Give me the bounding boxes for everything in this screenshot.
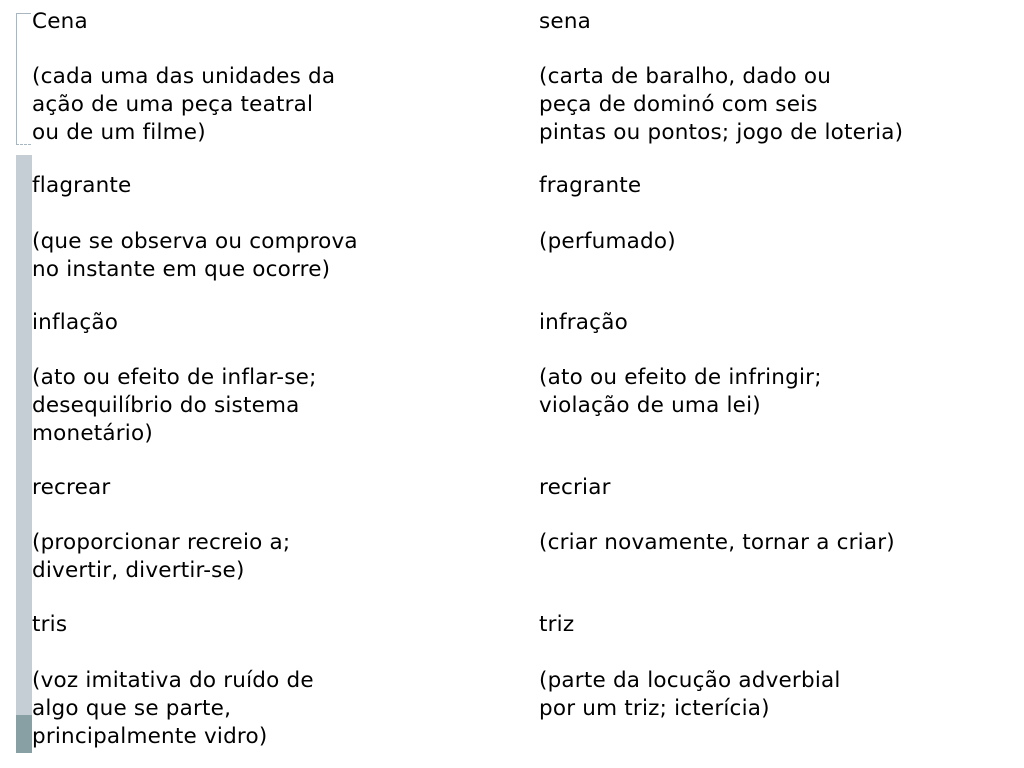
- word-right: infração: [539, 310, 628, 335]
- frame-bottom-dashed-line: [16, 144, 31, 145]
- word-left: flagrante: [32, 173, 132, 198]
- side-accent-bar: [16, 155, 32, 715]
- definition-left: (cada uma das unidades da ação de uma peça teatral ou de um filme): [32, 64, 336, 145]
- definition-left: (ato ou efeito de inflar-se; desequilíbrio do sistema monetário): [32, 365, 317, 446]
- word-right: recriar: [539, 475, 611, 500]
- word-left: inflação: [32, 310, 119, 335]
- word-right: triz: [539, 612, 575, 637]
- word-left: tris: [32, 612, 68, 637]
- definition-left: (proporcionar recreio a; divertir, divertir-se): [32, 530, 291, 583]
- frame-left-line: [16, 13, 17, 145]
- frame-top-line: [16, 13, 31, 14]
- definition-left: (que se observa ou comprova no instante em que ocorre): [32, 229, 358, 282]
- word-right: sena: [539, 9, 592, 34]
- definition-right: (criar novamente, tornar a criar): [539, 530, 895, 555]
- definition-right: (parte da locução adverbial por um triz; icterícia): [539, 668, 841, 721]
- word-left: recrear: [32, 475, 111, 500]
- definition-left: (voz imitativa do ruído de algo que se parte, principalmente vidro): [32, 668, 314, 749]
- word-right: fragrante: [539, 173, 642, 198]
- word-left: Cena: [32, 9, 88, 34]
- definition-right: (ato ou efeito de infringir; violação de uma lei): [539, 365, 822, 418]
- definition-right: (carta de baralho, dado ou peça de dominó com seis pintas ou pontos; jogo de loteria): [539, 64, 904, 145]
- definition-right: (perfumado): [539, 229, 676, 254]
- side-accent-bar-dark: [16, 715, 32, 753]
